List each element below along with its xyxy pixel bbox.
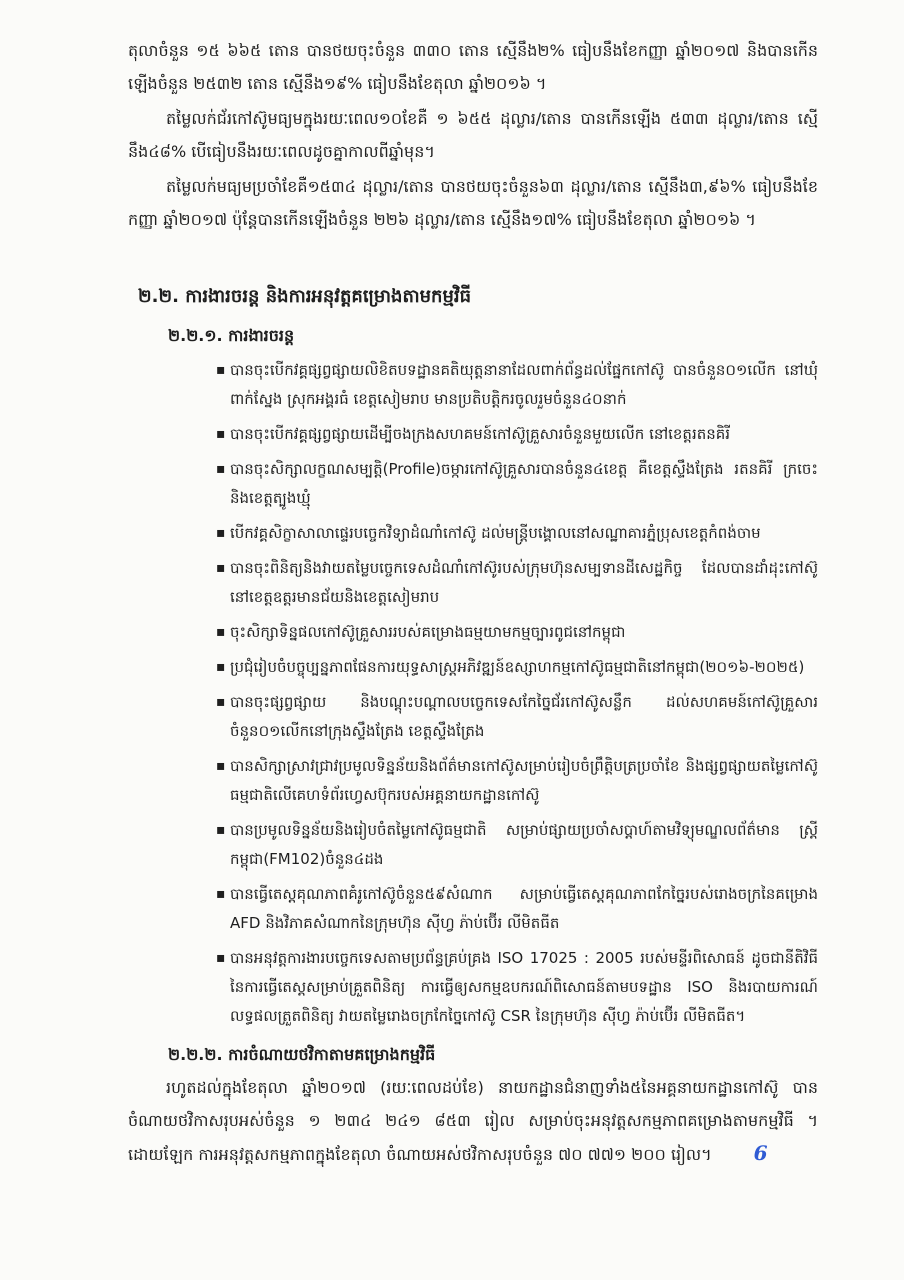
budget-paragraph [128, 1071, 818, 1171]
section-heading: ២.២. ការងារចរន្ត និងការអនុវត្តគម្រោងតាមកម្មវិធី [138, 286, 472, 307]
list-item: ▪ បានចុះបើកវគ្គផ្សព្វផ្សាយលិខិតបទដ្ឋានគតិយុត្តនានាដែលពាក់ព័ន្ធដល់ផ្នែកកៅស៊ូ បានចំនួន០១លើក នៅឃុំពាក់ស្នែង ស្រុកអង្គរធំ ខេត្តសៀមរាប មានប្រតិបត្តិករចូលរួមចំនួន៤០នាក់ [216, 356, 818, 414]
list-item: ▪ បានអនុវត្តការងារបច្ចេកទេសតាមប្រព័ន្ធគ្រប់គ្រង ISO 17025 : 2005 របស់មន្ទីរពិសោធន៍ ដូចជានីតិវិធី នៃការធ្វើតេស្តសម្រាប់គ្រួតពិនិត្យ ការធ្វើឲ្យសកម្មឧបករណ៍ពិសោធន៍តាមបទដ្ឋាន ISO និងរបាយការណ៍លទ្ធផលត្រួតពិនិត្យ វាយតម្លៃរោងចក្រកែច្នៃកៅស៊ូ CSR នៃក្រុមហ៊ុន ស៊ីហ្វ ភ៉ាប់ប៊ើរ លីមិតធីត។ [216, 944, 818, 1031]
list-item: ▪ បានចុះសិក្សាលក្ខណសម្បត្តិ(Profile)ចម្ការកៅស៊ូគ្រួសារបានចំនួន៤ខេត្ត គឺខេត្តស្ទឹងត្រែង រតនគិរី ក្រចេះ និងខេត្តត្បូងឃ្មុំ [216, 455, 818, 513]
list-item: ▪ ប្រជុំរៀបចំបច្ចុប្បន្នភាពផែនការយុទ្ធសាស្ត្រអភិវឌ្ឍន៍ឧស្សាហកម្មកៅស៊ូធម្មជាតិនៅកម្ពុជា(២០១៦-២០២៥) [216, 653, 818, 682]
budget-text: រហូតដល់ក្នុងខែតុលា ឆ្នាំ២០១៧ (រយៈពេលដប់ខែ) នាយកដ្ឋានជំនាញទាំង៥នៃអគ្គនាយកដ្ឋានកៅស៊ូ បានចំណាយថវិកាសរុបអស់ចំនួន ១ ២៣៤ ២៤១ ៨៥៣ រៀល សម្រាប់ចុះអនុវត្តសកម្មភាពគម្រោងតាមកម្មវិធី ។ ដោយឡែក ការអនុវត្តសកម្មភាពក្នុងខែតុលា ចំណាយអស់ថវិកាសរុបចំនួន ៧០ ៧៧១ ២០០ រៀល។ [128, 1078, 818, 1164]
list-item: ▪ បានចុះពិនិត្យនិងវាយតម្លៃបច្ចេកទេសដំណាំកៅស៊ូរបស់ក្រុមហ៊ុនសម្បទានដីសេដ្ឋកិច្ច ដែលបានដាំដុះកៅស៊ូនៅខេត្តឧត្តរមានជ័យនិងខេត្តសៀមរាប [216, 554, 818, 612]
list-item: ▪ បានចុះបើកវគ្គផ្សព្វផ្សាយដើម្បីចងក្រងសហគមន៍កៅស៊ូគ្រួសារចំនួនមួយលើក នៅខេត្តរតនគិរី [216, 420, 818, 449]
list-item: ▪ បើកវគ្គសិក្ខាសាលាផ្ទេរបច្ចេកវិទ្យាដំណាំកៅស៊ូ ដល់មន្ត្រីបង្គោលនៅសណ្ឋាគារភ្នំប្រុសខេត្តកំពង់ចាម [216, 519, 818, 548]
subsection-heading-2: ២.២.២. ការចំណាយថវិកាតាមគម្រោងកម្មវិធី [168, 1045, 436, 1064]
list-item: ▪ ចុះសិក្សាទិន្នផលកៅស៊ូគ្រួសាររបស់គម្រោងធម្មយាមកម្មច្បារពូជនៅកម្ពុជា [216, 618, 818, 647]
subsection-heading-1: ២.២.១. ការងារចរន្ត [168, 326, 295, 345]
intro-paragraph-3: តម្លៃលក់មធ្យមប្រចាំខែគឺ១៥៣៤ ដុល្លារ/តោន បានថយចុះចំនួន៦៣ ដុល្លារ/តោន ស្មើនឹង៣,៩៦% ធៀបនឹងខែកញ្ញា ឆ្នាំ២០១៧ ប៉ុន្តែបានកើនឡើងចំនួន ២២៦ ដុល្លារ/តោន ស្មើនឹង១៧% ធៀបនឹងខែតុលា ឆ្នាំ២០១៦ ។ [128, 177, 818, 229]
activity-list [128, 356, 818, 1031]
intro-paragraph-2: តម្លៃលក់ជ័រកៅស៊ូមធ្យមក្នុងរយៈពេល១០ខែគឺ ១ ៦៥៥ ដុល្លារ/តោន បានកើនឡើង ៥៣៣ ដុល្លារ/តោន ស្មើនឹង៤៨% បើធៀបនឹងរយៈពេលដូចគ្នាកាលពីឆ្នាំមុន។ [128, 109, 819, 161]
intro-paragraph-1: តុលាចំនួន ១៥ ៦៦៥ តោន បានថយចុះចំនួន ៣៣០ តោន ស្មើនឹង២% ធៀបនឹងខែកញ្ញា ឆ្នាំ២០១៧ និងបានកើនឡើងចំនួន ២៥៣២ តោន ស្មើនឹង១៩% ធៀបនឹងខែតុលា ឆ្នាំ២០១៦ ។ [128, 41, 818, 93]
handwritten-mark: 6 [753, 1141, 768, 1165]
list-item: ▪ បានធ្វើតេស្តគុណភាពគំរូកៅស៊ូចំនួន៥៩សំណាក សម្រាប់ធ្វើតេស្តគុណភាពកែច្នៃរបស់រោងចក្រនៃគម្រោង AFD និងវិភាគសំណាកនៃក្រុមហ៊ុន ស៊ីហ្វ ភ៉ាប់ប៊ើរ លីមិតធីត [216, 880, 818, 938]
list-item: ▪ បានសិក្សាស្រាវជ្រាវប្រមូលទិន្នន័យនិងព័ត៌មានកៅស៊ូសម្រាប់រៀបចំព្រឹត្តិបត្រប្រចាំខែ និងផ្សព្វផ្សាយតម្លៃកៅស៊ូធម្មជាតិលើគេហទំព័រហ្វេសប៊ុករបស់អគ្គនាយកដ្ឋានកៅស៊ូ [216, 752, 818, 810]
list-item: ▪ បានប្រមូលទិន្នន័យនិងរៀបចំតម្លៃកៅស៊ូធម្មជាតិ សម្រាប់ផ្សាយប្រចាំសប្តាហ៍តាមវិទ្យុមណ្ឌលព័ត៌មាន ស្ត្រីកម្ពុជា(FM102)ចំនួន៤ដង [216, 816, 818, 874]
list-item: ▪ បានចុះផ្សព្វផ្សាយ និងបណ្តុះបណ្តាលបច្ចេកទេសកែច្នៃជ័រកៅស៊ូសន្លឹក ដល់សហគមន៍កៅស៊ូគ្រួសារចំនួន០១លើកនៅក្រុងស្ទឹងត្រែង ខេត្តស្ទឹងត្រែង [216, 688, 818, 746]
